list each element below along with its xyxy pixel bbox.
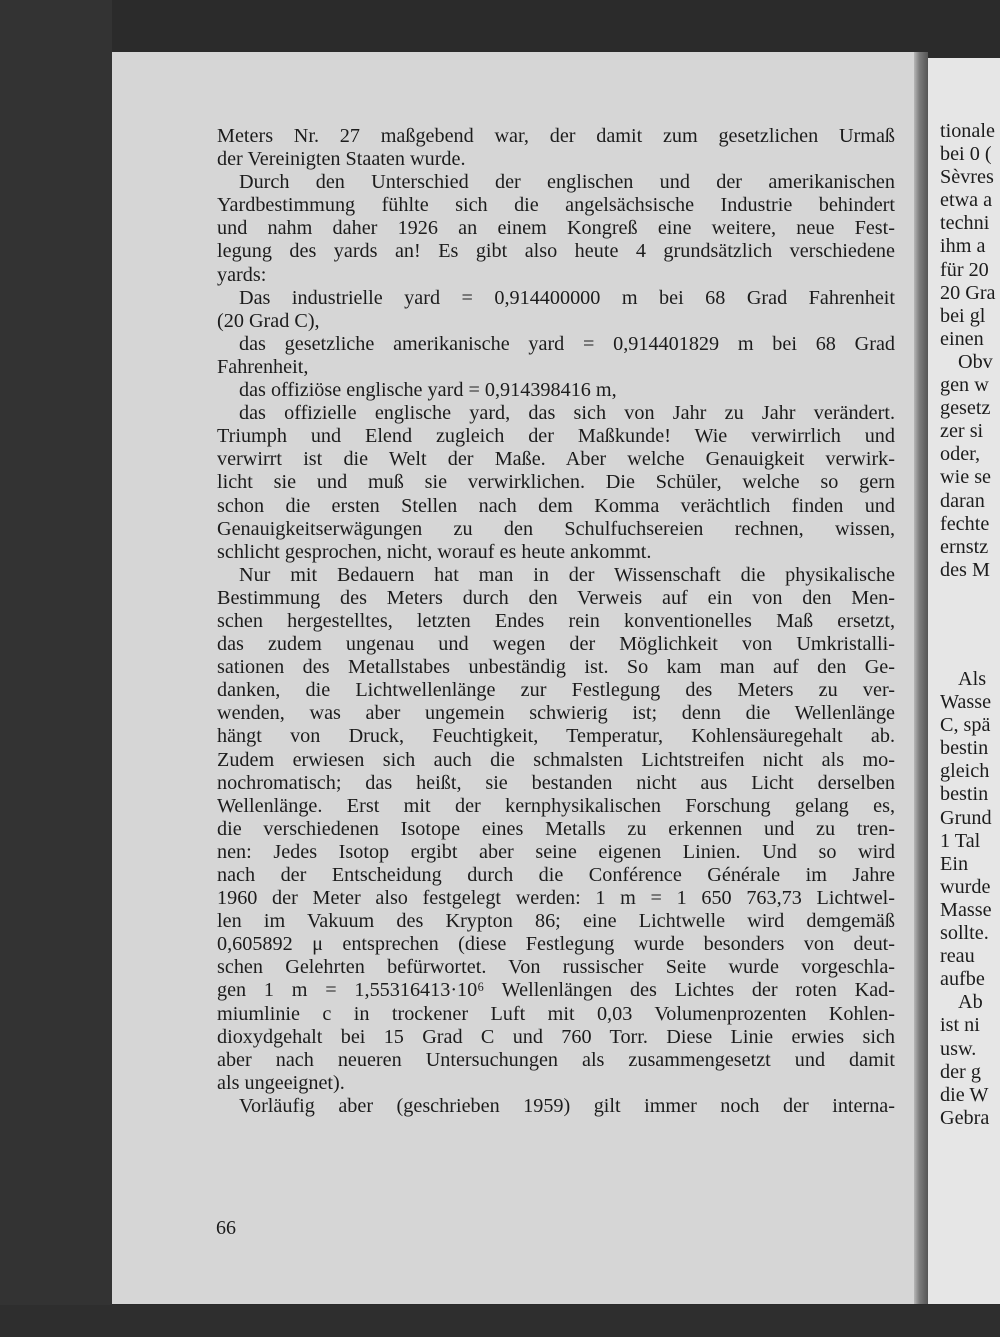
facing-line: tionale: [940, 120, 995, 142]
text-line: Zudem erwiesen sich auch die schmalsten Lichtstreifen nicht als mo-: [217, 748, 895, 771]
text-line: Fahrenheit,: [217, 355, 309, 378]
text-line: licht sie und muß sie verwirklichen. Die Schüler, welche so gern: [217, 471, 895, 494]
facing-line: zer si: [940, 420, 984, 443]
facing-line: Ein: [940, 852, 969, 875]
text-line: Nur mit Bedauern hat man in der Wissenschaft die physikalische: [239, 563, 895, 586]
text-line: nen: Jedes Isotop ergibt aber seine eigenen Linien. Und so wird: [217, 840, 895, 863]
text-line: das offizielle englische yard, das sich von Jahr zu Jahr verändert.: [239, 402, 895, 425]
text-line: danken, die Lichtwellenlänge zur Festlegung des Meters zu ver-: [217, 679, 895, 702]
facing-line: techni: [940, 212, 990, 235]
facing-page-text-top: [940, 120, 1000, 582]
text-line: Vorläufig aber (geschrieben 1959) gilt immer noch der interna-: [239, 1094, 895, 1117]
text-line: schon die ersten Stellen nach dem Komma verächtlich finden und: [217, 494, 895, 517]
facing-line: etwa a: [940, 189, 993, 212]
text-line: dioxydgehalt bei 15 Grad C und 760 Torr. Diese Linie erwies sich: [217, 1025, 895, 1048]
facing-line: sollte.: [940, 922, 989, 945]
facing-line: Gebra: [940, 1106, 990, 1129]
text-line: und nahm daher 1926 an einem Kongreß eine weitere, neue Fest-: [217, 217, 895, 240]
page-number: 66: [216, 1217, 236, 1239]
text-line: das offiziöse englische yard = 0,914398416 m,: [239, 379, 617, 402]
scan-background-left: [0, 0, 112, 1337]
text-line: schlicht gesprochen, nicht, worauf es heute ankommt.: [217, 540, 652, 563]
text-line: Wellenlänge. Erst mit der kernphysikalischen Forschung gelang es,: [217, 794, 895, 817]
facing-line: einen: [940, 327, 984, 350]
text-line: Meters Nr. 27 maßgebend war, der damit zum gesetzlichen Urmaß: [217, 125, 895, 147]
facing-line: aufbe: [940, 968, 985, 991]
facing-line: ihm a: [940, 235, 986, 258]
text-line: Triumph und Elend zugleich der Maßkunde! Wie verwirrlich und: [217, 425, 895, 448]
facing-line: bei 0 (: [940, 143, 992, 166]
facing-line: Grund: [940, 806, 992, 829]
facing-line: 1 Tal: [940, 829, 981, 852]
text-line: aber nach neueren Untersuchungen als zusammengesetzt und damit: [217, 1048, 895, 1071]
text-line: miumlinie c in trockener Luft mit 0,03 Volumenprozenten Kohlen-: [217, 1002, 895, 1025]
facing-line: Wasse: [940, 691, 992, 714]
text-line: yards:: [217, 263, 267, 286]
facing-line: Sèvres: [940, 166, 994, 189]
text-line: schen Gelehrten befürwortet. Von russischer Seite wurde vorgeschla-: [217, 956, 895, 979]
facing-line: wie se: [940, 466, 992, 489]
facing-line: der g: [940, 1060, 981, 1083]
facing-line: ist ni: [940, 1014, 980, 1037]
scan-background-bottom: [0, 1305, 1000, 1337]
facing-line: ernstz: [940, 535, 989, 558]
text-line: gen 1 m = 1,55316413·10⁶ Wellenlängen des Lichtes der roten Kad-: [217, 979, 895, 1002]
text-line: legung des yards an! Es gibt also heute 4 grundsätzlich verschiedene: [217, 240, 895, 263]
text-line: len im Vakuum des Krypton 86; eine Lichtwelle wird demgemäß: [217, 910, 895, 933]
text-line: nach der Entscheidung durch die Conférence Générale im Jahre: [217, 864, 895, 886]
text-line: Das industrielle yard = 0,914400000 m bei 68 Grad Fahrenheit: [239, 286, 895, 309]
book-gutter: [914, 52, 928, 1304]
facing-line: wurde: [940, 875, 991, 898]
text-line: 1960 der Meter also festgelegt werden: 1 m = 1 650 763,73 Lichtwel-: [217, 887, 895, 910]
text-line: wenden, was aber ungemein schwierig ist; denn die Wellenlänge: [217, 702, 895, 725]
facing-line: bestin: [940, 783, 989, 806]
text-line: (20 Grad C),: [217, 309, 320, 332]
facing-line: daran: [940, 489, 985, 512]
facing-line: reau: [940, 945, 975, 968]
facing-line: usw.: [940, 1037, 977, 1060]
facing-line: gen w: [940, 374, 989, 397]
page-body-text: [217, 125, 895, 1118]
text-line: 0,605892 μ entsprechen (diese Festlegung wurde besonders von deut-: [217, 933, 895, 956]
text-line: die verschiedenen Isotope eines Metalls zu erkennen und zu tren-: [217, 817, 895, 840]
text-line: als ungeeignet).: [217, 1071, 345, 1094]
facing-line: für 20: [940, 258, 989, 281]
facing-line: die W: [940, 1083, 989, 1106]
facing-line: oder,: [940, 443, 981, 466]
facing-line: fechte: [940, 512, 990, 535]
facing-line: Ab: [958, 991, 983, 1014]
facing-line: Obv: [958, 350, 993, 373]
text-line: schen hergestelltes, letzten Endes rein konventionelles Maß ersetzt,: [217, 609, 895, 632]
text-line: Durch den Unterschied der englischen und der amerikanischen: [239, 171, 895, 194]
text-line: das zudem ungenau und wegen der Möglichkeit von Umkristalli-: [217, 633, 895, 656]
text-line: nochromatisch; das heißt, sie bestanden nicht aus Licht derselben: [217, 771, 895, 794]
text-line: sationen des Metallstabes unbeständig ist. So kam man auf den Ge-: [217, 656, 895, 679]
facing-line: gesetz: [940, 397, 991, 420]
text-line: verwirrt ist die Welt der Maße. Aber welche Genauigkeit verwirk-: [217, 448, 895, 471]
facing-line: Masse: [940, 898, 992, 921]
facing-page-text-bottom: [940, 668, 1000, 1130]
text-line: Bestimmung des Meters durch den Verweis auf ein von den Men-: [217, 586, 895, 609]
facing-line: 20 Gra: [940, 281, 996, 304]
facing-line: C, spä: [940, 714, 991, 737]
facing-line: bei gl: [940, 304, 986, 327]
facing-line: gleich: [940, 760, 990, 783]
facing-line: Als: [958, 668, 987, 690]
text-line: der Vereinigten Staaten wurde.: [217, 148, 466, 171]
facing-line: bestin: [940, 737, 989, 760]
text-line: das gesetzliche amerikanische yard = 0,914401829 m bei 68 Grad: [239, 332, 895, 355]
text-line: Yardbestimmung fühlte sich die angelsächsische Industrie behindert: [217, 194, 895, 217]
text-line: Genauigkeitserwägungen zu den Schulfuchsereien rechnen, wissen,: [217, 517, 895, 540]
facing-line: des M: [940, 558, 990, 581]
text-line: hängt von Druck, Feuchtigkeit, Temperatur, Kohlensäuregehalt ab.: [217, 725, 895, 748]
